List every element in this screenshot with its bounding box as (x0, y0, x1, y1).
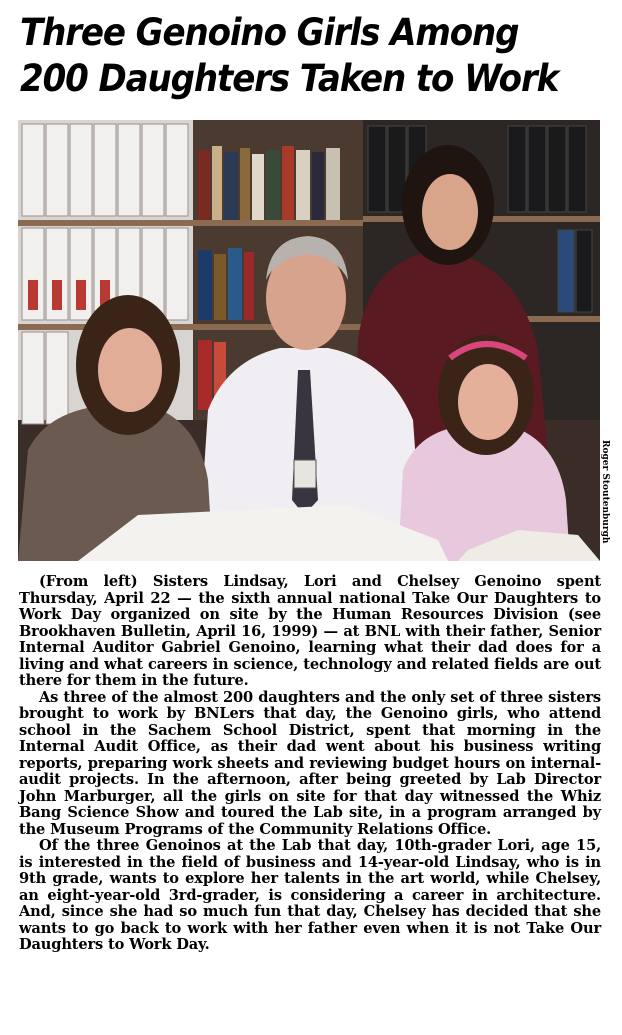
photo-credit-text: Roger Stoutenburgh (600, 440, 610, 544)
article-paragraph-2: As three of the almost 200 daughters and the only set of three sisters brought to work by BNLers that day, the Genoino girls, who attend school in the Sachem School District, spent that morning in the Internal Audit Office, as their dad went about his business writing reports, preparing work sheets and reviewing budget hours on internal-audit projects. In the afternoon, after being greeted by Lab Director John Marburger, all the girls on site for that day witnessed the Whiz Bang Science Show and toured the Lab site, in a program arranged by the Museum Programs of the Community Relations Office. (19, 688, 601, 838)
article-body (19, 574, 601, 954)
article-paragraph-3: Of the three Genoinos at the Lab that day, 10th-grader Lori, age 15, is interested in the field of business and 14-year-old Lindsay, who is in 9th grade, wants to explore her talents in the art world, while Chelsey, an eight-year-old 3rd-grader, is considering a career in architecture. And, since she had so much fun that day, Chelsey has decided that she wants to go back to work with her father even when it is not Take Our Daughters to Work Day. (19, 837, 601, 953)
headline-line-2: 200 Daughters Taken to Work (20, 57, 559, 100)
photo (18, 120, 600, 561)
headline-line-1: Three Genoino Girls Among (20, 11, 519, 54)
headline (20, 10, 563, 102)
photo-credit (596, 440, 616, 562)
photo-illustration (18, 120, 600, 561)
article-paragraph-1: (From left) Sisters Lindsay, Lori and Chelsey Genoino spent Thursday, April 22 — the sixth annual national Take Our Daughters to Work Day organized on site by the Human Resources Division (see Brookhaven Bulletin, April 16, 1999) — at BNL with their father, Senior Internal Auditor Gabriel Genoino, learning what their dad does for a living and what careers in science, technology and related fields are out there for them in the future. (19, 573, 601, 689)
